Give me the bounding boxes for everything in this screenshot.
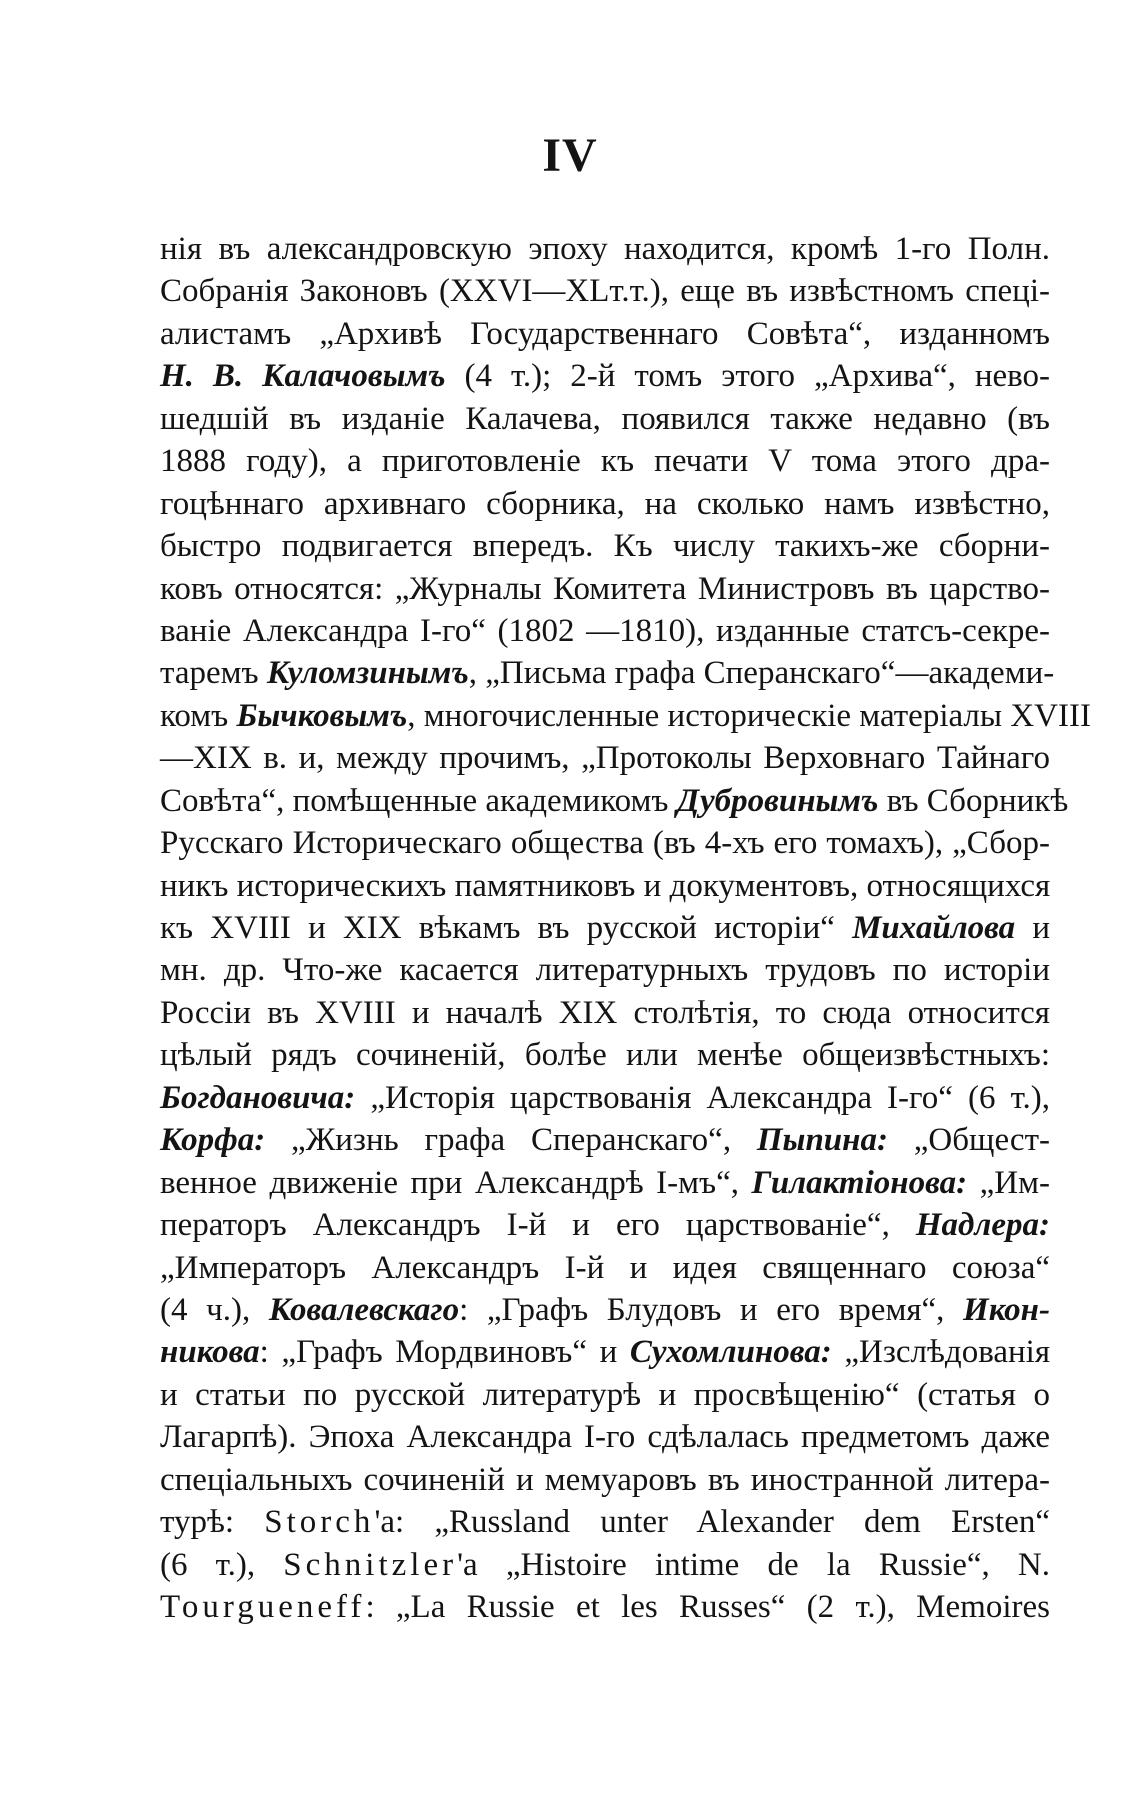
text-segment: (6 т.), bbox=[160, 1546, 284, 1583]
text-segment: „Им- bbox=[967, 1164, 1050, 1201]
text-line bbox=[160, 440, 1050, 482]
text-line bbox=[160, 865, 1050, 907]
text-segment: 'a: „Russland unter Alexander dem Ersten“ bbox=[374, 1504, 1050, 1541]
text-segment: нія въ александровскую эпоху находится, кромѣ 1-го Полн. bbox=[160, 231, 1050, 267]
text-segment: шедшій въ изданіе Калачева, появился также недавно (въ bbox=[160, 400, 1050, 437]
italic-name: Надлера: bbox=[915, 1207, 1050, 1244]
italic-name: Калачовымъ bbox=[262, 358, 446, 395]
text-segment: спеціальныхъ сочиненій и мемуаровъ въ иностранной литера- bbox=[160, 1461, 1050, 1498]
italic-name: Пыпина: bbox=[756, 1122, 888, 1159]
text-segment: Совѣта“, помѣщенные академикомъ bbox=[160, 782, 677, 819]
text-line bbox=[160, 652, 1055, 694]
text-segment: никъ историческихъ памятниковъ и документовъ, относящихся bbox=[160, 867, 1051, 904]
text-segment: „Общест- bbox=[887, 1122, 1050, 1159]
text-segment: „Императоръ Александръ I-й и идея священнаго союза“ bbox=[160, 1249, 1050, 1286]
italic-name: Михайлова bbox=[852, 910, 1016, 946]
text-segment: цѣлый рядъ сочиненій, болѣе или менѣе общеизвѣстныхъ: bbox=[160, 1037, 1050, 1074]
text-line bbox=[160, 1586, 1050, 1628]
text-segment: „Жизнь графа Сперанскаго“, bbox=[265, 1122, 757, 1159]
text-segment: Россіи въ XVIII и началѣ XIX столѣтія, то сюда относится bbox=[160, 994, 1050, 1031]
text-segment: и статьи по русской литературѣ и просвѣщенію“ (статья о bbox=[160, 1376, 1050, 1413]
text-segment: „Исторія царствованія Александра I-го“ (6 т.), bbox=[355, 1079, 1050, 1116]
text-line bbox=[160, 1501, 1050, 1543]
text-segment: : „Графъ Мордвиновъ“ и bbox=[259, 1334, 630, 1371]
text-line bbox=[160, 907, 1050, 949]
text-segment: : „La Russie et les Russes“ (2 т.), Memoires bbox=[365, 1589, 1050, 1625]
spaced-name: Tourgueneff bbox=[160, 1589, 366, 1625]
text-line bbox=[160, 313, 1050, 355]
italic-name: Богдановича: bbox=[160, 1079, 356, 1116]
text-segment: ваніе Александра I-го“ (1802 —1810), изданные статсъ-секре- bbox=[160, 612, 1050, 649]
text-segment: комъ bbox=[160, 697, 237, 734]
body-text bbox=[160, 228, 1091, 1628]
text-segment: , „Письма графа Сперанскаго“—академи- bbox=[468, 655, 1055, 692]
text-line bbox=[160, 1077, 1050, 1119]
text-line bbox=[160, 1416, 1050, 1458]
text-segment: алистамъ „Архивѣ Государственнаго Совѣта“, изданномъ bbox=[160, 315, 1050, 352]
text-line bbox=[160, 270, 1050, 312]
italic-name: Бычковымъ bbox=[236, 697, 408, 734]
text-segment: —XIX в. и, между прочимъ, „Протоколы Верховнаго Тайнаго bbox=[160, 740, 1050, 777]
italic-name: Н. В. bbox=[160, 358, 263, 395]
italic-name: Дубровинымъ bbox=[676, 782, 879, 819]
text-line bbox=[160, 1331, 1050, 1373]
text-segment: , многочисленные историческіе матеріалы XVIII bbox=[407, 697, 1091, 734]
text-line bbox=[160, 1247, 1050, 1289]
text-segment: 'a „Histoire intime de la Russie“, N. bbox=[457, 1546, 1051, 1583]
text-segment: (4 т.); 2-й томъ этого „Архива“, нево- bbox=[445, 358, 1051, 395]
text-segment: Русскаго Историческаго общества (въ 4-хъ его томахъ), „Сбор- bbox=[160, 825, 1050, 862]
spaced-name: Schnitzler bbox=[283, 1546, 458, 1583]
text-segment: гоцѣннаго архивнаго сборника, на сколько намъ извѣстно, bbox=[160, 485, 1050, 522]
text-segment: 1888 году), а приготовленіе къ печати V тома этого дра- bbox=[160, 443, 1050, 480]
text-segment: къ XVIII и XIX вѣкамъ въ русской исторіи“ bbox=[160, 910, 853, 946]
text-line bbox=[160, 1544, 1050, 1586]
spaced-name: Storch bbox=[264, 1504, 375, 1541]
italic-name: Ковалевскаго bbox=[268, 1291, 460, 1328]
text-line bbox=[160, 355, 1050, 397]
italic-name: Корфа: bbox=[160, 1122, 266, 1159]
text-line bbox=[160, 992, 1050, 1034]
text-line bbox=[160, 568, 1050, 610]
text-line bbox=[160, 525, 1050, 567]
text-segment: венное движеніе при Александрѣ I-мъ“, bbox=[160, 1164, 752, 1201]
text-segment: таремъ bbox=[160, 655, 267, 692]
text-line bbox=[160, 949, 1050, 991]
text-segment: Лагарпѣ). Эпоха Александра I-го сдѣлалась предметомъ даже bbox=[160, 1419, 1050, 1456]
text-line bbox=[160, 780, 1069, 822]
text-segment: турѣ: bbox=[160, 1504, 265, 1541]
text-line bbox=[160, 695, 1091, 737]
text-line bbox=[160, 1459, 1050, 1501]
text-segment: : „Графъ Блудовъ и его время“, bbox=[459, 1291, 964, 1328]
text-segment: Собранія Законовъ (XXVI—XLт.т.), еще въ извѣстномъ спеці- bbox=[160, 273, 1050, 310]
italic-name: Гилактіонова: bbox=[751, 1164, 968, 1201]
page-number: IV bbox=[542, 129, 598, 182]
text-line bbox=[160, 228, 1050, 270]
text-line bbox=[160, 1119, 1050, 1161]
text-segment: и bbox=[1015, 910, 1050, 946]
text-line bbox=[160, 1289, 1050, 1331]
text-segment: ператоръ Александръ I-й и его царствованіе“, bbox=[160, 1207, 916, 1244]
text-segment: (4 ч.), bbox=[160, 1291, 269, 1328]
italic-name: никова bbox=[160, 1334, 260, 1371]
text-line bbox=[160, 610, 1050, 652]
text-segment: въ Сборникѣ bbox=[878, 782, 1069, 819]
text-line bbox=[160, 398, 1050, 440]
text-segment: мн. др. Что-же касается литературныхъ трудовъ по исторіи bbox=[160, 952, 1050, 989]
text-line bbox=[160, 1162, 1050, 1204]
text-segment: ковъ относятся: „Журналы Комитета Министровъ въ царство- bbox=[160, 570, 1050, 607]
italic-name: Куломзинымъ bbox=[266, 655, 469, 692]
text-segment: „Изслѣдованія bbox=[831, 1334, 1051, 1371]
text-line bbox=[160, 1204, 1050, 1246]
text-line bbox=[160, 1034, 1050, 1076]
italic-name: Икон- bbox=[963, 1291, 1050, 1328]
italic-name: Сухомлинова: bbox=[629, 1334, 832, 1371]
text-line bbox=[160, 483, 1050, 525]
text-line bbox=[160, 1374, 1050, 1416]
text-line bbox=[160, 822, 1050, 864]
text-line bbox=[160, 737, 1050, 779]
text-segment: быстро подвигается впередъ. Къ числу такихъ-же сборни- bbox=[160, 528, 1050, 565]
